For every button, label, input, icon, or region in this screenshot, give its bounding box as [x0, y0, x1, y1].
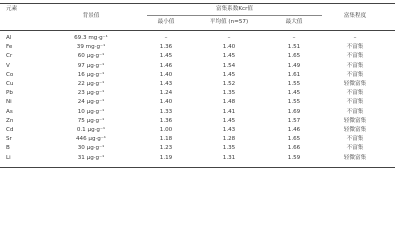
cell-evaluation: 不富集 [346, 71, 364, 78]
cell-mean: 1.45 [222, 117, 236, 124]
cell-max: 1.51 [287, 44, 301, 51]
cell-max: 1.66 [287, 145, 301, 152]
cell-background: 75 μg·g⁻¹ [77, 117, 105, 124]
cell-min: 1.46 [159, 62, 173, 69]
cell-element: Ni [6, 99, 12, 106]
cell-max: 1.55 [287, 81, 301, 87]
cell-evaluation: 不富集 [346, 99, 364, 106]
cell-element: Cd [6, 127, 14, 133]
cell-min: 1.23 [159, 145, 173, 152]
cell-max: – [292, 35, 296, 41]
cell-mean: – [227, 35, 231, 41]
cell-element: Co [6, 71, 14, 78]
cell-element: Pb [6, 90, 13, 97]
cell-min: 1.24 [159, 90, 173, 97]
cell-element: V [6, 62, 10, 69]
cell-evaluation: 轻微富集 [343, 154, 367, 161]
cell-background: 97 μg·g⁻¹ [77, 62, 105, 69]
cell-evaluation: 轻微富集 [343, 117, 367, 124]
cell-element: Al [6, 35, 12, 41]
cell-element: Zn [6, 117, 14, 124]
header-bottom-rule [0, 30, 395, 31]
cell-evaluation: 不富集 [346, 53, 364, 60]
cell-max: 1.61 [287, 71, 301, 78]
cell-mean: 1.45 [222, 71, 236, 78]
cell-mean: 1.45 [222, 53, 236, 60]
cell-min: 1.43 [159, 81, 173, 87]
header-background: 背景值 [82, 13, 100, 19]
cell-max: 1.45 [287, 90, 301, 97]
cell-mean: 1.28 [222, 136, 236, 143]
cell-mean: 1.43 [222, 127, 236, 133]
cell-background: 16 μg·g⁻¹ [77, 71, 105, 78]
cell-min: 1.19 [159, 154, 173, 161]
header-max: 最大值 [285, 19, 303, 25]
cell-mean: 1.41 [222, 108, 236, 115]
cell-min: 1.36 [159, 44, 173, 51]
cell-background: 22 μg·g⁻¹ [77, 81, 105, 87]
cell-min: 1.45 [159, 53, 173, 60]
cell-min: – [164, 35, 168, 41]
cell-mean: 1.31 [222, 154, 236, 161]
cell-element: Fe [6, 44, 13, 51]
cell-evaluation: 不富集 [346, 62, 364, 69]
cell-mean: 1.40 [222, 44, 236, 51]
cell-evaluation: – [353, 35, 357, 41]
cell-evaluation: 不富集 [346, 136, 364, 143]
cell-mean: 1.52 [222, 81, 236, 87]
cell-evaluation: 不富集 [346, 44, 364, 51]
header-min: 最小值 [157, 19, 175, 25]
cell-mean: 1.35 [222, 145, 236, 152]
cell-min: 1.40 [159, 71, 173, 78]
cell-evaluation: 轻微富集 [343, 127, 367, 133]
cell-max: 1.57 [287, 117, 301, 124]
cell-background: 24 μg·g⁻¹ [77, 99, 105, 106]
cell-mean: 1.54 [222, 62, 236, 69]
header-group: 富集系数Kcr值 [215, 6, 253, 12]
header-mean: 平均值 (n=57) [209, 19, 249, 25]
cell-min: 1.36 [159, 117, 173, 124]
cell-max: 1.65 [287, 53, 301, 60]
header-element: 元素 [6, 6, 18, 12]
cell-background: 446 μg·g⁻¹ [75, 136, 107, 143]
cell-max: 1.65 [287, 136, 301, 143]
cell-element: Sr [6, 136, 12, 143]
cell-evaluation: 不富集 [346, 90, 364, 97]
cell-background: 0.1 μg·g⁻¹ [76, 127, 106, 133]
cell-background: 39 mg·g⁻¹ [76, 44, 106, 51]
cell-max: 1.49 [287, 62, 301, 69]
cell-background: 30 μg·g⁻¹ [77, 145, 105, 152]
cell-background: 23 μg·g⁻¹ [77, 90, 105, 97]
cell-mean: 1.48 [222, 99, 236, 106]
header-evaluation: 富集程度 [343, 13, 367, 19]
cell-background: 69.3 mg·g⁻¹ [74, 35, 108, 41]
cell-element: B [6, 145, 10, 152]
cell-element: Cu [6, 81, 14, 87]
cell-evaluation: 轻微富集 [343, 81, 367, 87]
cell-element: Li [6, 154, 11, 161]
cell-background: 31 μg·g⁻¹ [77, 154, 105, 161]
cell-mean: 1.35 [222, 90, 236, 97]
cell-evaluation: 不富集 [346, 108, 364, 115]
table-bottom-rule [0, 167, 395, 168]
cell-max: 1.59 [287, 154, 301, 161]
cell-min: 1.33 [159, 108, 173, 115]
table-top-rule [0, 3, 395, 4]
cell-max: 1.69 [287, 108, 301, 115]
cell-min: 1.18 [159, 136, 173, 143]
group-header-rule [147, 15, 322, 16]
cell-background: 10 μg·g⁻¹ [77, 108, 105, 115]
cell-element: As [6, 108, 13, 115]
cell-background: 60 μg·g⁻¹ [77, 53, 105, 60]
cell-element: Cr [6, 53, 13, 60]
cell-min: 1.00 [159, 127, 173, 133]
cell-max: 1.46 [287, 127, 301, 133]
cell-evaluation: 不富集 [346, 145, 364, 152]
cell-max: 1.55 [287, 99, 301, 106]
cell-min: 1.40 [159, 99, 173, 106]
